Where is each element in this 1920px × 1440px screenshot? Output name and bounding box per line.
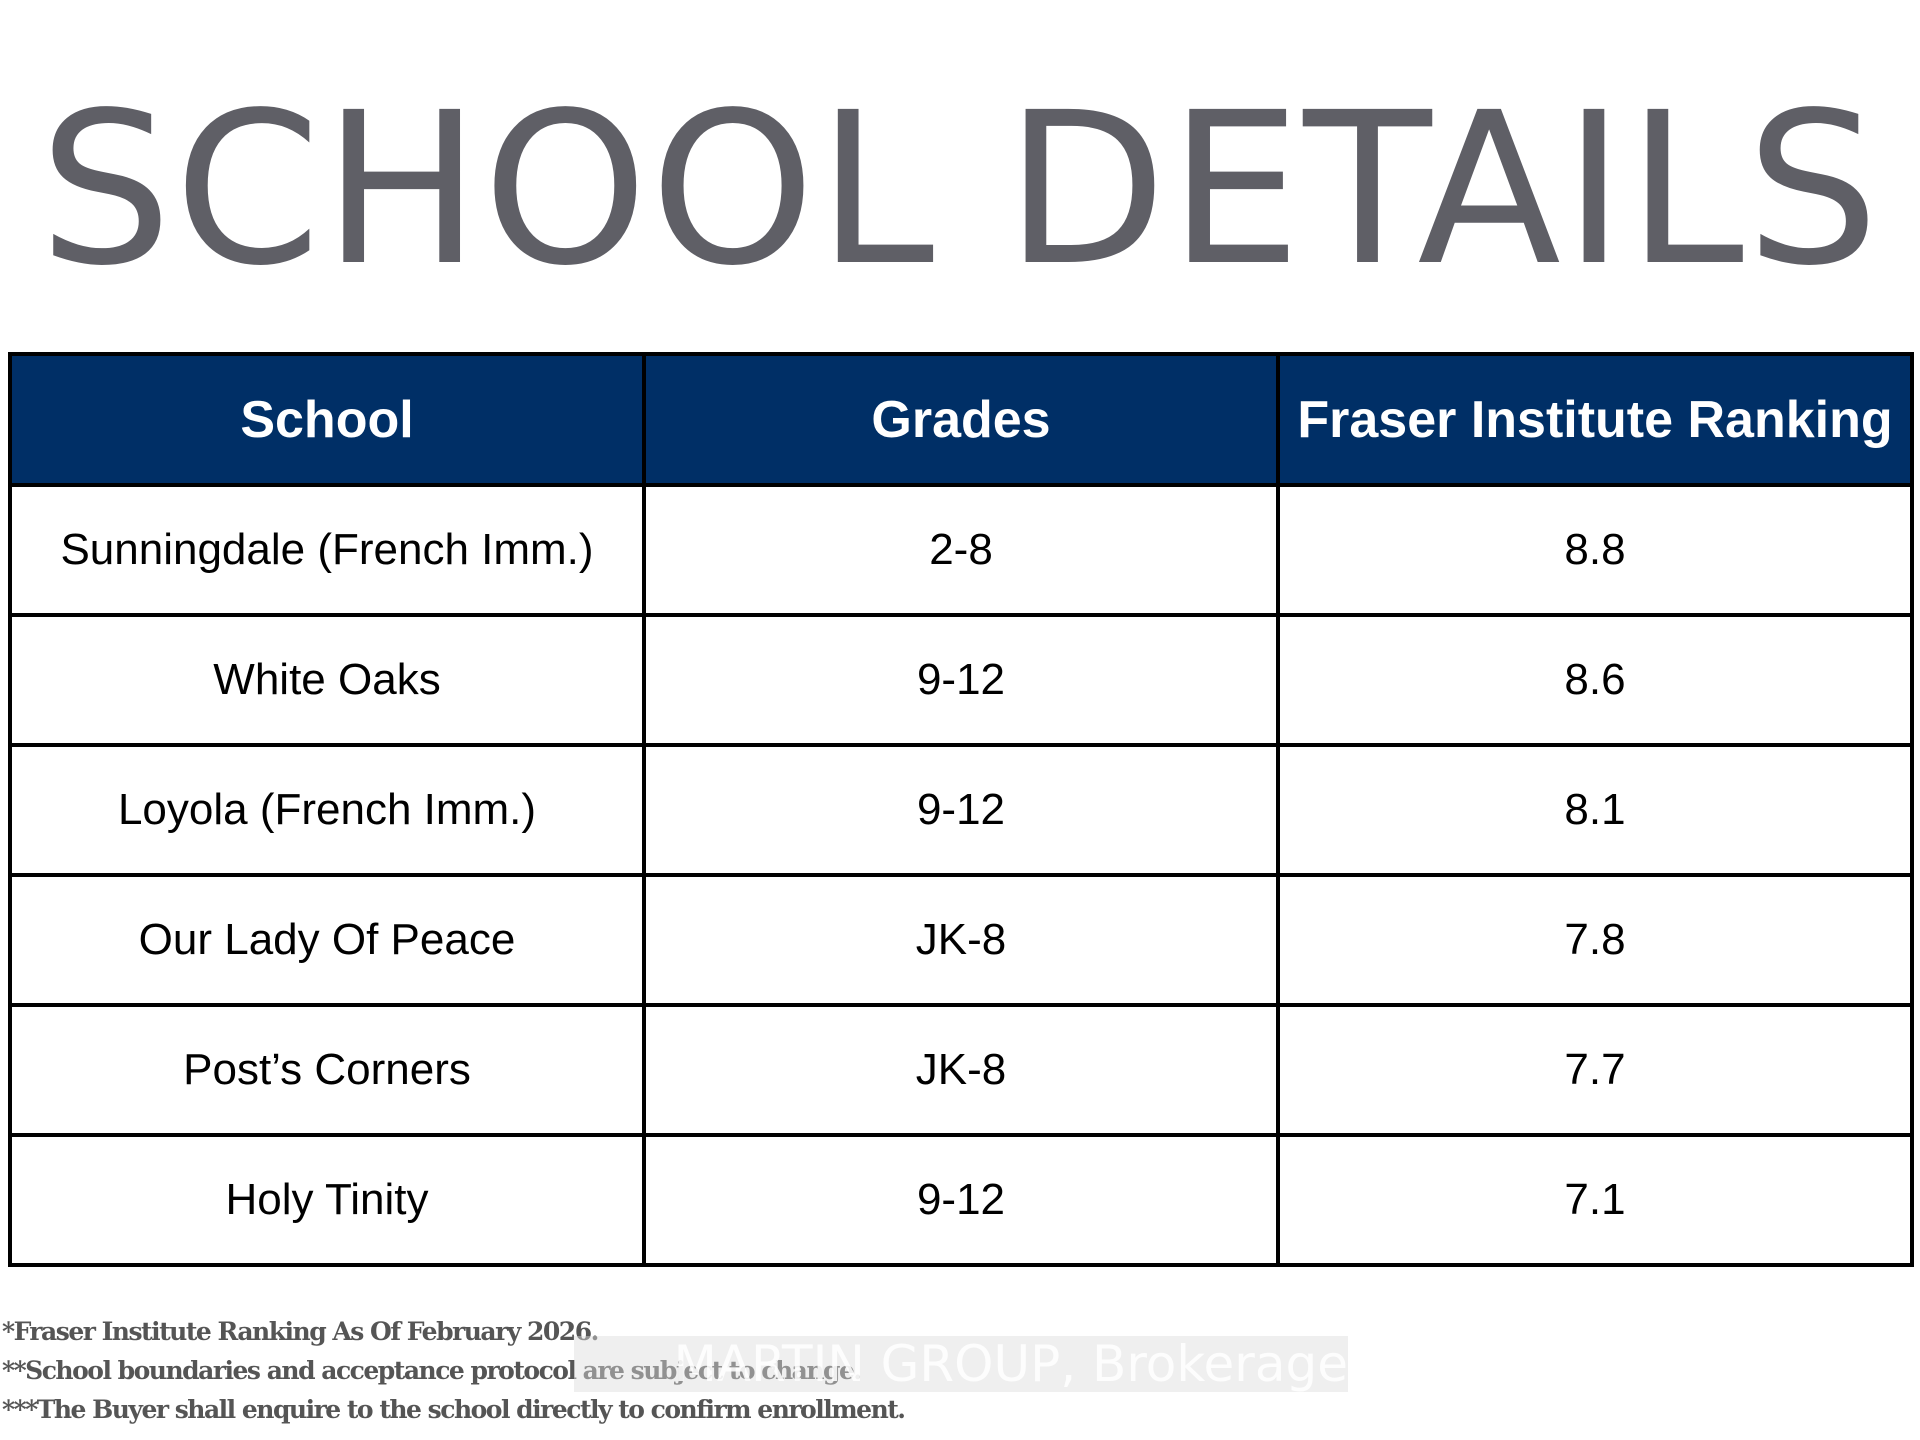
table-row: [10, 1005, 1912, 1135]
page-title: SCHOOL DETAILS: [38, 67, 1882, 312]
school-table: [8, 352, 1914, 1267]
cell-school: Post’s Corners: [10, 1005, 644, 1135]
table-row: [10, 1135, 1912, 1265]
header-school: School: [10, 354, 644, 485]
cell-school: Sunningdale (French Imm.): [10, 485, 644, 615]
cell-school: Holy Tinity: [10, 1135, 644, 1265]
table-row: [10, 615, 1912, 745]
cell-ranking: 7.7: [1278, 1005, 1912, 1135]
cell-school: Loyola (French Imm.): [10, 745, 644, 875]
brokerage-watermark: MARTIN GROUP, Brokerage: [574, 1336, 1348, 1392]
cell-grades: JK-8: [644, 1005, 1278, 1135]
cell-grades: 2-8: [644, 485, 1278, 615]
cell-ranking: 8.8: [1278, 485, 1912, 615]
cell-school: Our Lady Of Peace: [10, 875, 644, 1005]
cell-grades: 9-12: [644, 1135, 1278, 1265]
table-row: [10, 875, 1912, 1005]
table-header-row: [10, 354, 1912, 485]
header-ranking: Fraser Institute Ranking: [1278, 354, 1912, 485]
header-grades: Grades: [644, 354, 1278, 485]
cell-school: White Oaks: [10, 615, 644, 745]
cell-grades: JK-8: [644, 875, 1278, 1005]
footnote-boundaries: **School boundaries and acceptance protocol are subject to change.: [2, 1356, 861, 1385]
cell-ranking: 7.1: [1278, 1135, 1912, 1265]
cell-ranking: 8.6: [1278, 615, 1912, 745]
cell-grades: 9-12: [644, 745, 1278, 875]
footnote-ranking-date: *Fraser Institute Ranking As Of February 2026.: [2, 1317, 598, 1346]
cell-ranking: 8.1: [1278, 745, 1912, 875]
footnote-enrollment: ***The Buyer shall enquire to the school directly to confirm enrollment.: [2, 1395, 905, 1424]
table-row: [10, 745, 1912, 875]
table-row: [10, 485, 1912, 615]
cell-ranking: 7.8: [1278, 875, 1912, 1005]
cell-grades: 9-12: [644, 615, 1278, 745]
